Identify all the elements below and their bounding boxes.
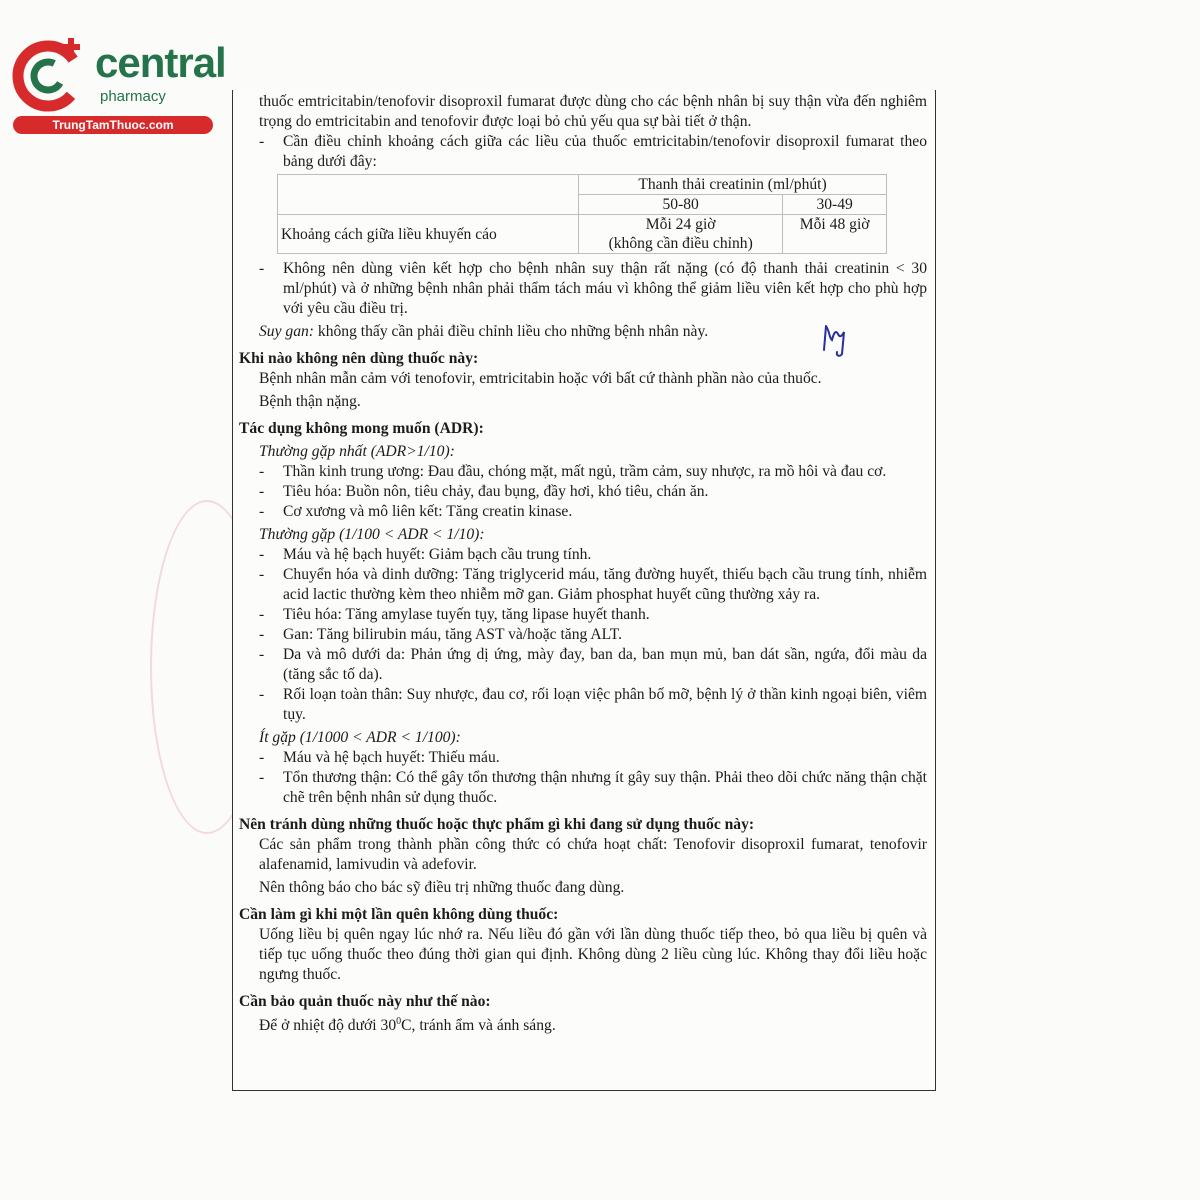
- list-item: - Cơ xương và mô liên kết: Tăng creatin kinase.: [259, 503, 573, 520]
- table-col-30-49: 30-49: [783, 195, 887, 215]
- list-item: - Chuyển hóa và dinh dưỡng: Tăng triglycerid máu, tăng đường huyết, thiếu bạch cầu trung tính, nhiễm acid lactic thường kèm theo nhiễm mỡ gan. Giảm phosphat huyết cũng thường xảy ra.: [259, 566, 927, 603]
- list-item: - Tiêu hóa: Tăng amylase tuyến tụy, tăng lipase huyết thanh.: [259, 606, 650, 623]
- list-item: - Máu và hệ bạch huyết: Thiếu máu.: [259, 749, 500, 766]
- adr-subheading: Ít gặp (1/1000 < ADR < 1/100):: [259, 729, 461, 746]
- list-item: - Cần điều chỉnh khoảng cách giữa các liều của thuốc emtricitabin/tenofovir disoproxil fumarat theo bảng dưới đây:: [259, 133, 927, 170]
- list-item: - Rối loạn toàn thân: Suy nhược, đau cơ, rối loạn việc phân bố mỡ, bệnh lý ở thần kinh ngoại biên, viêm tụy.: [259, 686, 927, 723]
- liver-paragraph: Suy gan: không thấy cần phải điều chỉnh liều cho những bệnh nhân này.: [259, 323, 709, 340]
- table-cell-24h: Mỗi 24 giờ (không cần điều chỉnh): [579, 215, 783, 254]
- document-page: [232, 90, 936, 1091]
- list-item: - Máu và hệ bạch huyết: Giảm bạch cầu trung tính.: [259, 546, 592, 563]
- list-item: - Thần kinh trung ương: Đau đầu, chóng mặt, mất ngủ, trầm cảm, suy nhược, ra mồ hôi và đau cơ.: [259, 463, 887, 480]
- table-row-label: Khoảng cách giữa liều khuyến cáo: [278, 215, 579, 254]
- table-cell-48h: Mỗi 48 giờ: [783, 215, 887, 254]
- brand-name: central: [95, 39, 226, 86]
- table-col-50-80: 50-80: [579, 195, 783, 215]
- list-item: - Tổn thương thận: Có thể gây tổn thương thận nhưng ít gây suy thận. Phải theo dõi chức năng thận chặt chẽ trên bệnh nhân sử dụng thuốc.: [259, 769, 927, 806]
- table-header: Thanh thải creatinin (ml/phút): [579, 175, 887, 195]
- avoid-paragraph: Nên thông báo cho bác sỹ điều trị những thuốc đang dùng.: [259, 879, 625, 896]
- renal-intro-paragraph: thuốc emtricitabin/tenofovir disoproxil fumarat được dùng cho các bệnh nhân bị suy thận vừa đến nghiêm trọng do emtricitabin and tenofovir được loại bỏ chủ yếu qua sự bài tiết ở thận.: [259, 93, 927, 130]
- document-content: [239, 92, 927, 1036]
- avoid-paragraph: Các sản phẩm trong thành phần công thức có chứa hoạt chất: Tenofovir disoproxil fumarat, tenofovir alafenamid, lamivudin và adefovir.: [259, 836, 927, 873]
- list-item: - Da và mô dưới da: Phản ứng dị ứng, mày đay, ban da, ban mụn mủ, ban dát sần, ngứa, đổi màu da (tăng sắc tố da).: [259, 646, 927, 683]
- brand-logo: [10, 38, 226, 138]
- heading-adr: Tác dụng không mong muốn (ADR):: [239, 420, 484, 437]
- dose-interval-table: [277, 174, 887, 254]
- heading-contraindications: Khi nào không nên dùng thuốc này:: [239, 350, 479, 367]
- contra-paragraph: Bệnh thận nặng.: [259, 393, 361, 410]
- storage-paragraph: Để ở nhiệt độ dưới $30^0C$, tránh ẩm và ánh sáng.: [259, 1016, 556, 1035]
- list-item: - Gan: Tăng bilirubin máu, tăng AST và/hoặc tăng ALT.: [259, 626, 622, 643]
- signature-mark: [818, 320, 858, 358]
- list-item: - Tiêu hóa: Buồn nôn, tiêu chảy, đau bụng, đầy hơi, khó tiêu, chán ăn.: [259, 483, 709, 500]
- central-pharmacy-logo-icon: [10, 38, 92, 113]
- table-empty-header: [278, 175, 579, 215]
- brand-subtitle: pharmacy: [100, 88, 166, 105]
- contra-paragraph: Bệnh nhân mẫn cảm với tenofovir, emtricitabin hoặc với bất cứ thành phần nào của thuốc.: [259, 370, 822, 387]
- brand-site-link[interactable]: TrungTamThuoc.com: [13, 116, 213, 134]
- heading-avoid: Nên tránh dùng những thuốc hoặc thực phẩm gì khi đang sử dụng thuốc này:: [239, 816, 755, 833]
- missed-dose-paragraph: Uống liều bị quên ngay lúc nhớ ra. Nếu liều đó gần với lần dùng thuốc tiếp theo, bỏ qua liều bị quên và tiếp tục uống thuốc theo đúng thời gian qui định. Không dùng 2 liều cùng lúc. Không thay đổi liều hoặc ngưng thuốc.: [259, 926, 927, 983]
- list-item: - Không nên dùng viên kết hợp cho bệnh nhân suy thận rất nặng (có độ thanh thải creatinin < 30 ml/phút) và ở những bệnh nhân phải thẩm tách máu vì không thể giảm liều viên kết hợp cho phù hợp với yêu cầu điều trị.: [259, 260, 927, 317]
- heading-missed-dose: Cần làm gì khi một lần quên không dùng thuốc:: [239, 906, 559, 923]
- adr-subheading: Thường gặp (1/100 < ADR < 1/10):: [259, 526, 485, 543]
- heading-storage: Cần bảo quản thuốc này như thế nào:: [239, 993, 491, 1010]
- adr-subheading: Thường gặp nhất (ADR>1/10):: [259, 443, 455, 460]
